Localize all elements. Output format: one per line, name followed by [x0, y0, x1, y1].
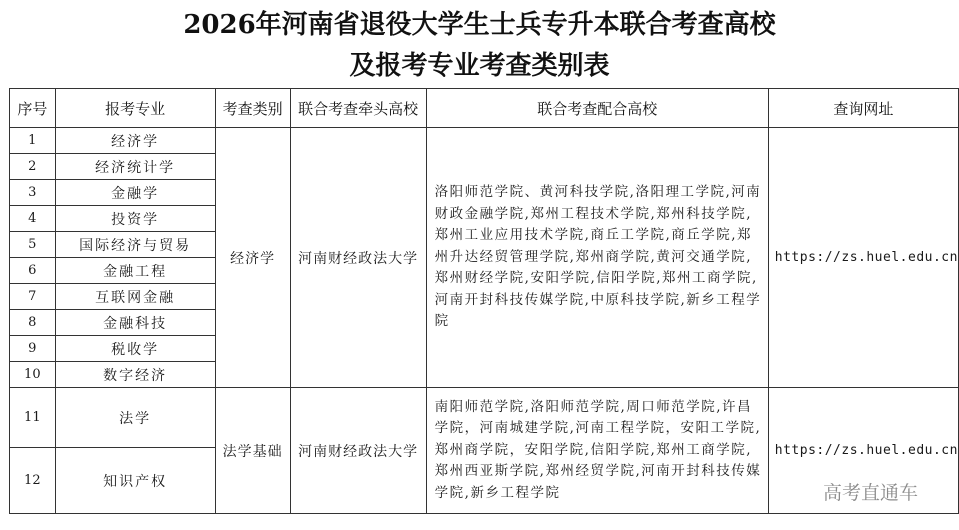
lead-university-cell: 河南财经政法大学: [290, 128, 426, 388]
category-cell: 经济学: [215, 128, 290, 388]
seq-cell: 9: [10, 336, 56, 362]
major-cell: 知识产权: [55, 448, 215, 514]
table-row: [10, 388, 959, 448]
document-title-line-1: 2026年河南省退役大学生士兵专升本联合考查高校: [183, 10, 776, 40]
major-cell: 金融工程: [55, 258, 215, 284]
seq-cell: 1: [10, 128, 56, 154]
header-category: 考查类别: [215, 89, 290, 128]
seq-cell: 6: [10, 258, 56, 284]
major-cell: 法学: [55, 388, 215, 448]
seq-cell: 5: [10, 232, 56, 258]
header-lead-university: 联合考查牵头高校: [290, 89, 426, 128]
category-cell: 法学基础: [215, 388, 290, 514]
table-header-row: [10, 89, 959, 128]
major-cell: 经济学: [55, 128, 215, 154]
partner-universities-cell: 南阳师范学院,洛阳师范学院,周口师范学院,许昌学院，河南城建学院,河南工程学院，安阳工学院,郑州商学院，安阳学院,信阳学院,郑州工商学院,郑州西亚斯学院,郑州经贸学院,河南开封科技传媒学院,新乡工程学院: [426, 388, 768, 514]
major-cell: 金融科技: [55, 310, 215, 336]
header-major: 报考专业: [55, 89, 215, 128]
seq-cell: 7: [10, 284, 56, 310]
seq-cell: 2: [10, 154, 56, 180]
seq-cell: 10: [10, 362, 56, 388]
url-link[interactable]: https://zs.huel.edu.cn: [768, 388, 958, 514]
url-link[interactable]: https://zs.huel.edu.cn: [768, 128, 958, 388]
major-cell: 税收学: [55, 336, 215, 362]
table-row: [10, 128, 959, 154]
major-cell: 国际经济与贸易: [55, 232, 215, 258]
exam-category-table: [9, 88, 959, 514]
header-url: 查询网址: [768, 89, 958, 128]
seq-cell: 11: [10, 388, 56, 448]
seq-cell: 8: [10, 310, 56, 336]
lead-university-cell: 河南财经政法大学: [290, 388, 426, 514]
major-cell: 数字经济: [55, 362, 215, 388]
partner-universities-cell: 洛阳师范学院、黄河科技学院,洛阳理工学院,河南财政金融学院,郑州工程技术学院,郑州科技学院,郑州工业应用技术学院,商丘工学院,商丘学院,郑州升达经贸管理学院,郑州商学院,黄河交通学院,郑州财经学院,安阳学院,信阳学院,郑州工商学院,河南开封科技传媒学院,中原科技学院,新乡工程学院: [426, 128, 768, 388]
seq-cell: 12: [10, 448, 56, 514]
major-cell: 互联网金融: [55, 284, 215, 310]
seq-cell: 4: [10, 206, 56, 232]
major-cell: 投资学: [55, 206, 215, 232]
major-cell: 金融学: [55, 180, 215, 206]
major-cell: 经济统计学: [55, 154, 215, 180]
document-title-line-2: 及报考专业考查类别表: [349, 51, 610, 81]
header-partner-universities: 联合考查配合高校: [426, 89, 768, 128]
header-seq: 序号: [10, 89, 56, 128]
seq-cell: 3: [10, 180, 56, 206]
watermark: 高考直通车: [823, 482, 919, 504]
